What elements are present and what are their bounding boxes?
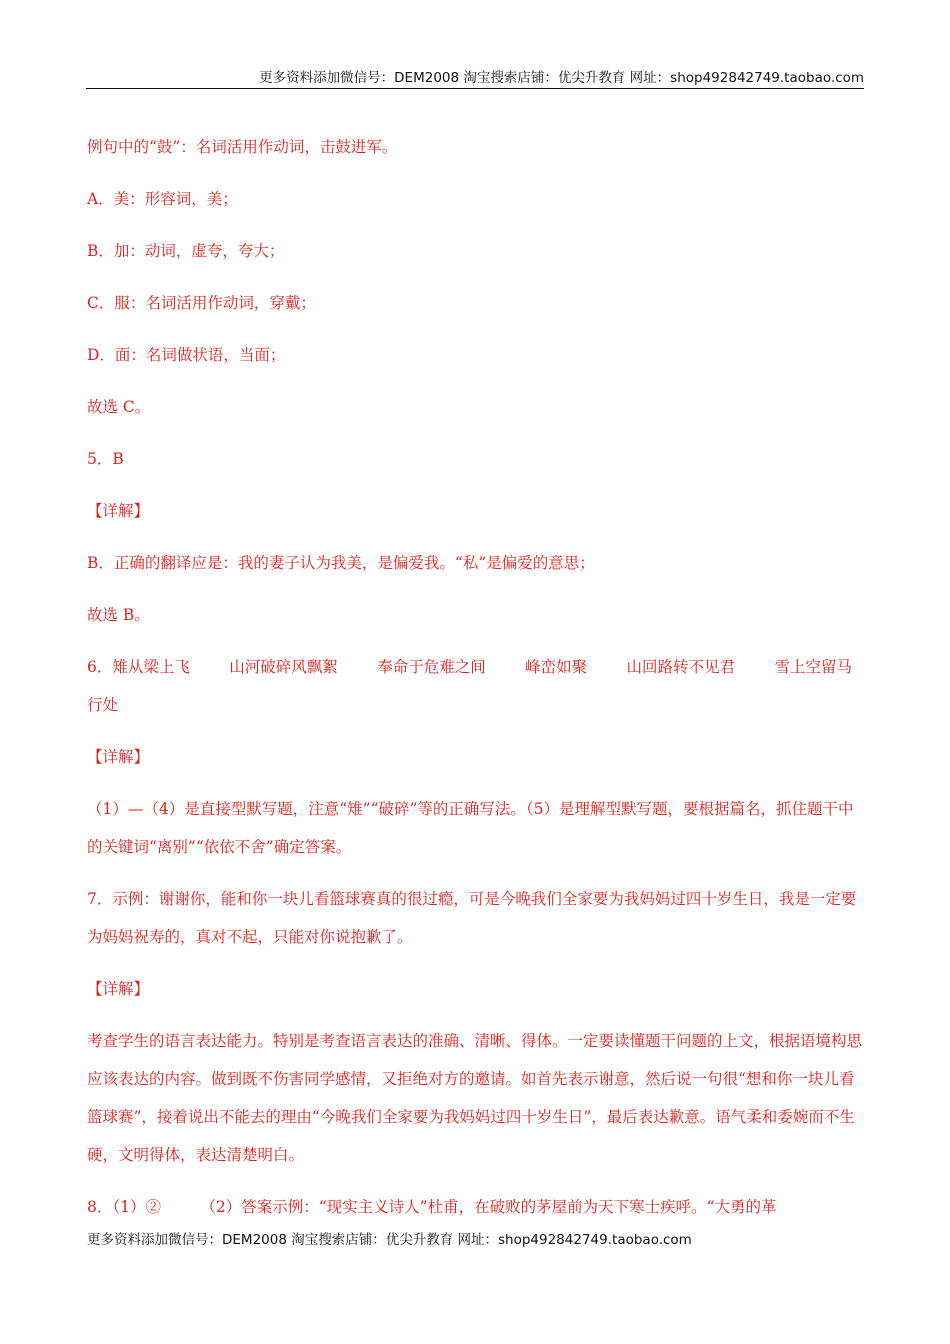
paragraph-example-sentence: 例句中的“鼓”：名词活用作动词，击鼓进军。 <box>87 138 398 156</box>
explanation-5: B．正确的翻译应是：我的妻子认为我美，是偏爱我。“私”是偏爱的意思； <box>87 554 595 572</box>
option-c: C．服：名词活用作动词，穿戴； <box>87 294 316 312</box>
answer-4: 故选 C。 <box>87 398 151 416</box>
answer-5: 5．B <box>87 450 124 468</box>
header-divider <box>86 88 864 89</box>
answer-5-conclusion: 故选 B。 <box>87 606 150 624</box>
answer-6: 6．雉从梁上飞 山河破碎风飘絮 奉命于危难之间 峰峦如聚 山回路转不见君 雪上空留马行处 <box>87 658 852 714</box>
page-footer: 更多资料添加微信号：DEM2008 淘宝搜索店铺：优尖升教育 网址：shop492842749.taobao.com <box>87 1232 692 1248</box>
explanation-6: （1）—（4）是直接型默写题，注意“雉”“破碎”等的正确写法。（5）是理解型默写题，要根据篇名，抓住题干中的关键词“离别”“依依不舍”确定答案。 <box>87 800 854 856</box>
explanation-heading-5: 【详解】 <box>87 502 150 520</box>
answer-8: 8．（1）② （2）答案示例：“现实主义诗人”杜甫，在破败的茅屋前为天下寒士疾呼。“大勇的革 <box>87 1198 777 1216</box>
option-a: A．美：形容词，美； <box>87 190 238 208</box>
option-d: D．面：名词做状语，当面； <box>87 346 286 364</box>
answer-7: 7．示例：谢谢你，能和你一块儿看篮球赛真的很过瘾，可是今晚我们全家要为我妈妈过四十岁生日，我是一定要为妈妈祝寿的，真对不起，只能对你说抱歉了。 <box>87 890 857 946</box>
document-body <box>87 128 862 1240</box>
explanation-heading-7: 【详解】 <box>87 980 150 998</box>
option-b: B．加：动词，虚夸，夸大； <box>87 242 285 260</box>
explanation-7: 考查学生的语言表达能力。特别是考查语言表达的准确、清晰、得体。一定要读懂题干问题的上文，根据语境构思应该表达的内容。做到既不伤害同学感情，又拒绝对方的邀请。如首先表示谢意，然后说一句很“想和你一块儿看篮球赛”，接着说出不能去的理由“今晚我们全家要为我妈妈过四十岁生日”，最后表达歉意。语气柔和委婉而不生硬，文明得体，表达清楚明白。 <box>87 1032 863 1164</box>
explanation-heading-6: 【详解】 <box>87 748 150 766</box>
page-header: 更多资料添加微信号：DEM2008 淘宝搜索店铺：优尖升教育 网址：shop492842749.taobao.com <box>259 70 864 86</box>
